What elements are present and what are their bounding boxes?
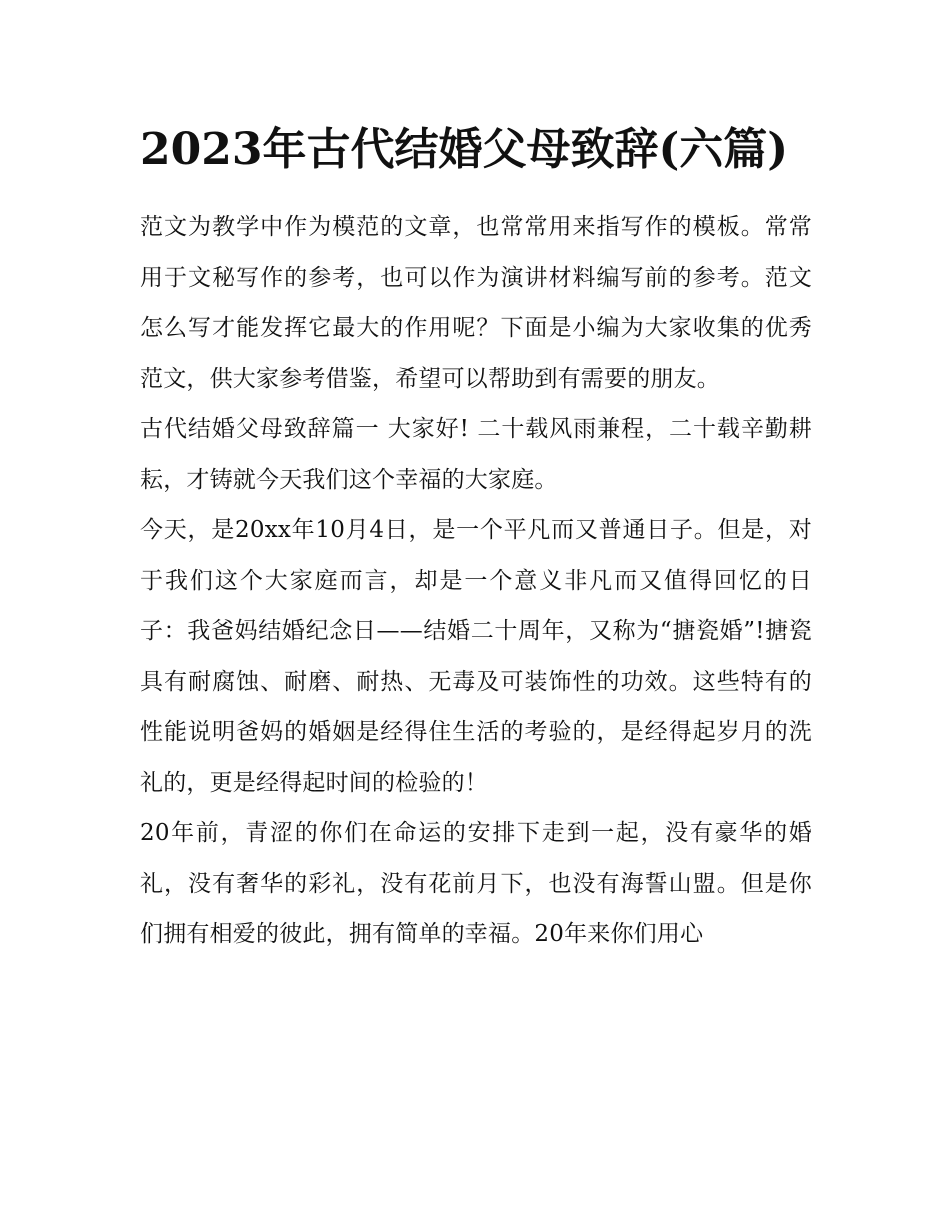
anniversary-paragraph: 今天，是20xx年10月4日，是一个平凡而又普通日子。但是，对于我们这个大家庭而言，却是一个意义非凡而又值得回忆的日子：我爸妈结婚纪念日——结婚二十周年，又称为“搪瓷婚”!搪瓷具有耐腐蚀、耐磨、耐热、无毒及可装饰性的功效。这些特有的性能说明爸妈的婚姻是经得住生活的考验的，是经得起岁月的洗礼的，更是经得起时间的检验的！: [140, 517, 812, 796]
document-page: [140, 112, 812, 960]
document-title: 2023年古代结婚父母致辞(六篇): [140, 124, 789, 175]
speech-opening-paragraph: 古代结婚父母致辞篇一 大家好! 二十载风雨兼程，二十载辛勤耕耘，才铸就今天我们这个幸福的大家庭。: [140, 416, 812, 493]
intro-paragraph: 范文为教学中作为模范的文章，也常常用来指写作的模板。常常用于文秘写作的参考，也可以作为演讲材料编写前的参考。范文怎么写才能发挥它最大的作用呢？下面是小编为大家收集的优秀范文，供大家参考借鉴，希望可以帮助到有需要的朋友。: [140, 214, 812, 392]
twenty-years-paragraph: 20年前，青涩的你们在命运的安排下走到一起，没有豪华的婚礼，没有奢华的彩礼，没有花前月下，也没有海誓山盟。但是你们拥有相爱的彼此，拥有简单的幸福。20年来你们用心: [140, 820, 812, 947]
